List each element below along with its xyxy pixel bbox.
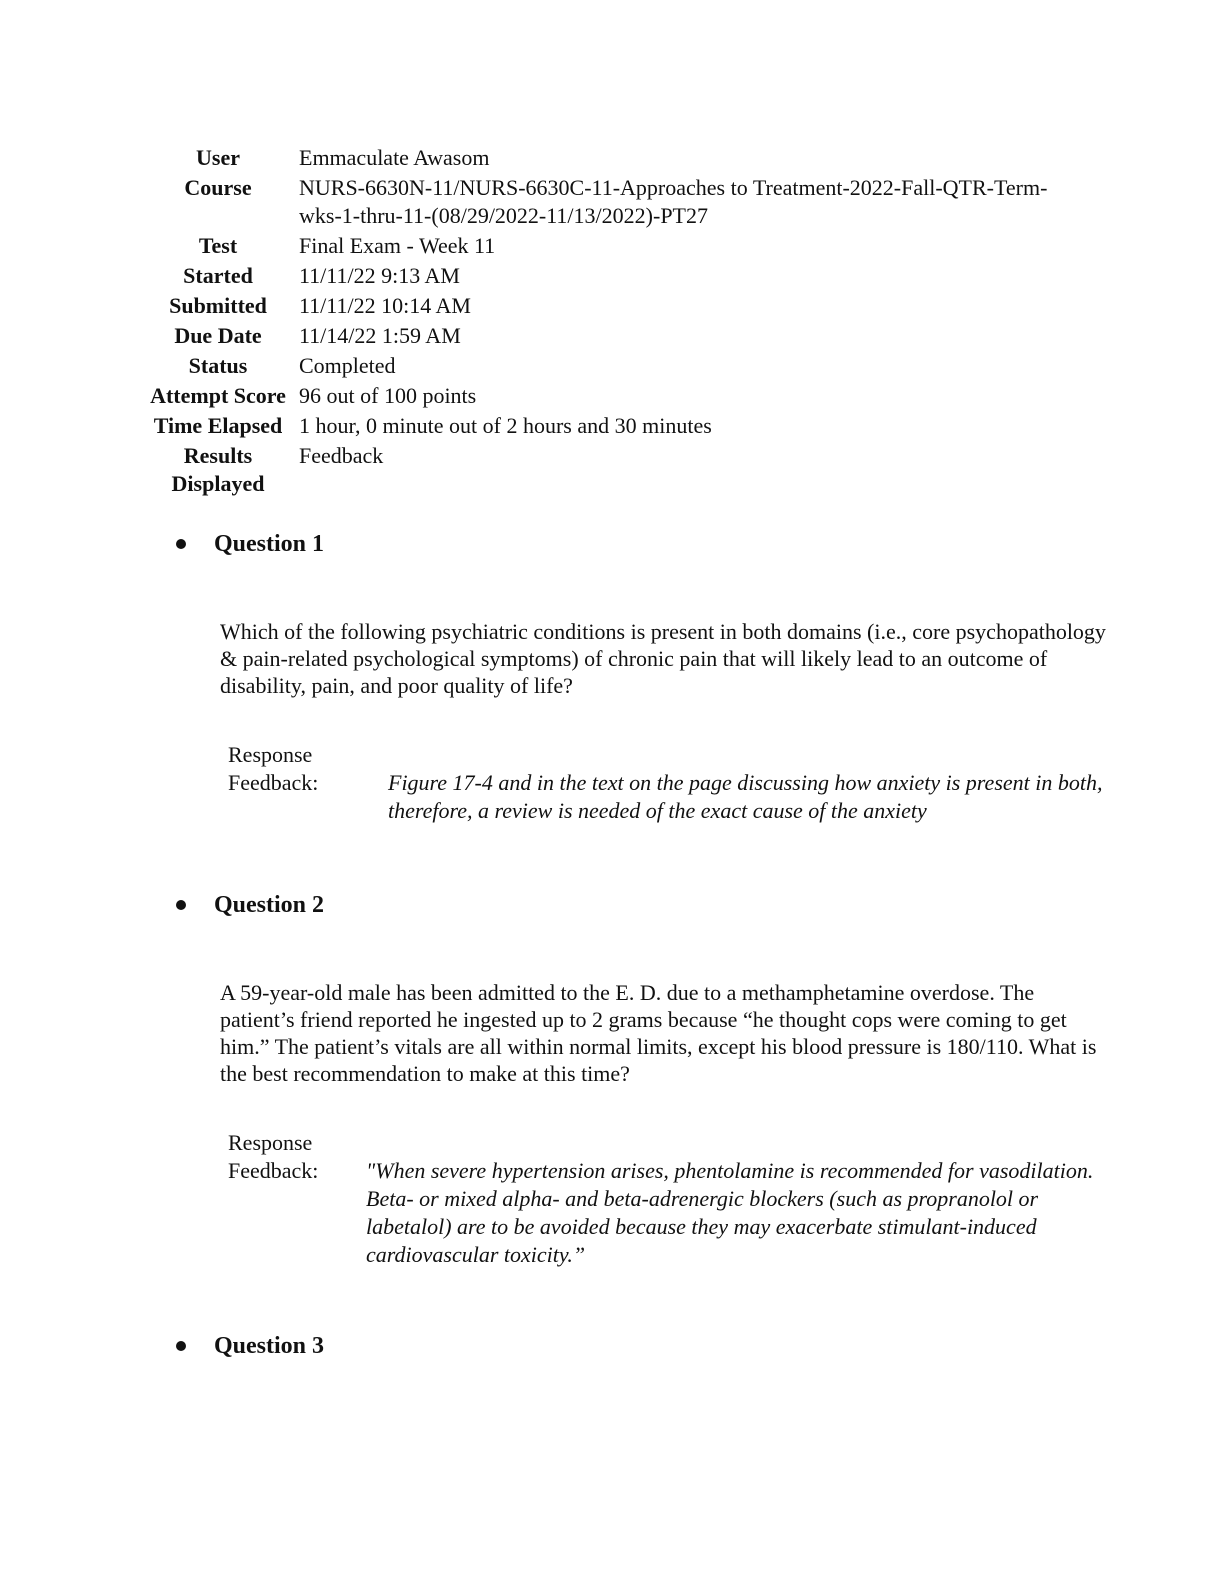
response-feedback-text: "When severe hypertension arises, phentolamine is recommended for vasodilation. Beta- or mixed alpha- and beta-adrenergic blockers (such as propranolol or labetalol) are to be avoided because they may exacerbate stimulant-induced cardiovascular toxicity.” [366, 1158, 1094, 1267]
question-heading: Question 3 [214, 1333, 325, 1359]
info-value: 11/14/22 1:59 AM [299, 323, 461, 348]
info-row-results-displayed [145, 442, 1069, 500]
info-value: NURS-6630N-11/NURS-6630C-11-Approaches to Treatment-2022-Fall-QTR-Term-wks-1-thru-11-(08/29/2022-11/13/2022)-PT27 [299, 175, 1048, 228]
bullet-icon [176, 1341, 186, 1351]
question-text: A 59-year-old male has been admitted to the E. D. due to a methamphetamine overdose. The patient’s friend reported he ingested up to 2 grams because “he thought cops were coming to get him.” The patient’s vitals are all within normal limits, except his blood pressure is 180/110. What is the best recommendation to make at this time? [220, 980, 1097, 1086]
info-row-started [145, 262, 1069, 292]
info-value: Feedback [299, 443, 384, 468]
bullet-icon [176, 900, 186, 910]
info-value: 11/11/22 10:14 AM [299, 293, 471, 318]
question-text: Which of the following psychiatric conditions is present in both domains (i.e., core psychopathology & pain-related psychological symptoms) of chronic pain that will likely lead to an outcome of disability, pain, and poor quality of life? [220, 619, 1106, 698]
question-heading: Question 1 [214, 531, 325, 557]
bullet-icon [176, 539, 186, 549]
info-label: Time Elapsed [153, 413, 283, 438]
info-value: 11/11/22 9:13 AM [299, 263, 460, 288]
info-label: Attempt Score [150, 383, 286, 408]
info-label: User [196, 145, 240, 170]
info-label: Course [184, 175, 252, 200]
response-feedback-label: Response Feedback: [228, 1130, 319, 1183]
info-row-status [145, 352, 1069, 382]
info-row-time-elapsed [145, 412, 1069, 442]
question-heading: Question 2 [214, 892, 325, 918]
info-value: Emmaculate Awasom [299, 145, 490, 170]
info-label: Submitted [169, 293, 267, 318]
response-feedback-label: Response Feedback: [228, 742, 319, 795]
info-row-course [145, 174, 1069, 232]
info-label: Due Date [174, 323, 262, 348]
info-row-test [145, 232, 1069, 262]
info-label: Status [188, 353, 248, 378]
info-label: Results Displayed [171, 443, 265, 496]
info-label: Test [198, 233, 238, 258]
info-value: 1 hour, 0 minute out of 2 hours and 30 minutes [299, 413, 712, 438]
info-row-submitted [145, 292, 1069, 322]
info-row-user [145, 144, 1069, 174]
response-feedback-text: Figure 17-4 and in the text on the page discussing how anxiety is present in both, therefore, a review is needed of the exact cause of the anxiety [388, 770, 1103, 823]
info-row-attempt-score [145, 382, 1069, 412]
info-label: Started [183, 263, 253, 288]
info-value: Completed [299, 353, 396, 378]
info-value: Final Exam - Week 11 [299, 233, 496, 258]
attempt-info-table [145, 144, 1069, 500]
info-row-due-date [145, 322, 1069, 352]
info-value: 96 out of 100 points [299, 383, 477, 408]
